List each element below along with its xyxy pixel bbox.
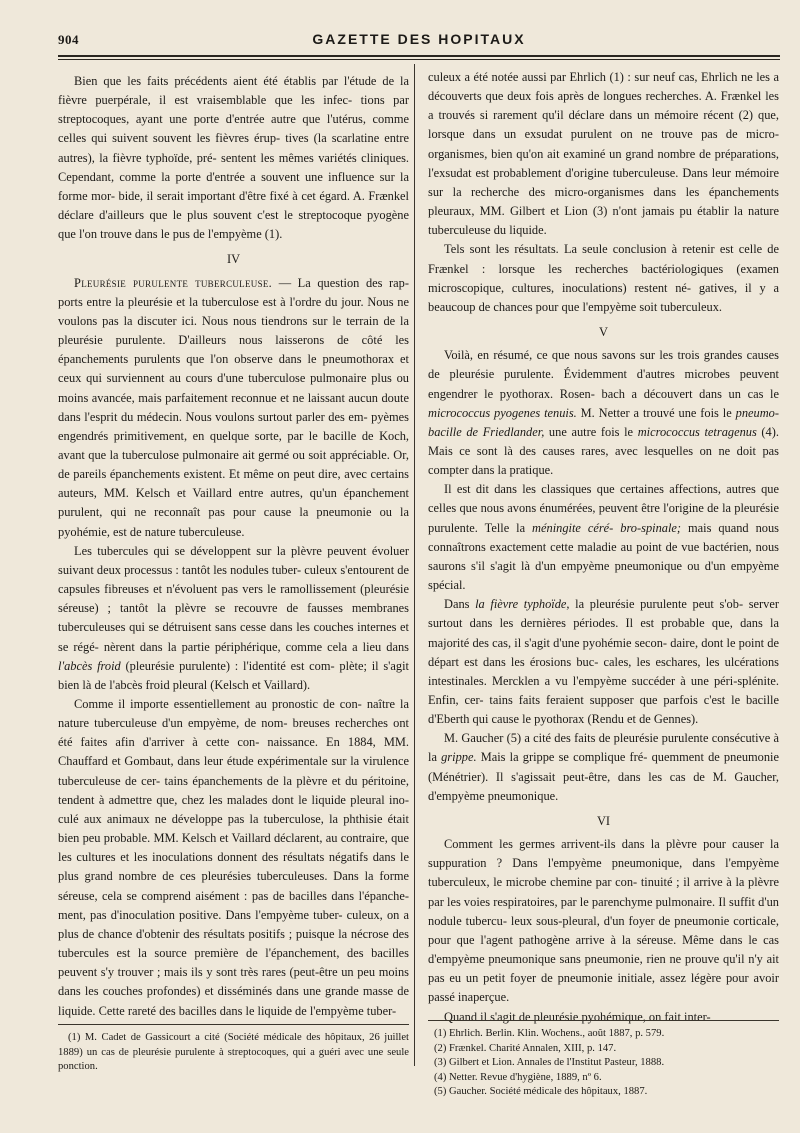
italic-term: la fièvre typhoïde, xyxy=(475,597,570,612)
journal-title: GAZETTE DES HOPITAUX xyxy=(312,31,526,47)
header-rule-thin xyxy=(58,59,780,60)
header-rule-thick xyxy=(58,55,780,57)
footnote: (1) M. Cadet de Gassicourt a cité (Société médicale des hôpitaux, 26 juillet 1889) un cas de pleurésie purulente à streptocoques, qui a guéri avec une seule ponction. xyxy=(58,1032,409,1072)
paragraph: Comment les germes arrivent-ils dans la plèvre pour causer la suppuration ? Dans l'empyème pneumonique, dans l'empyème tuberculeux, le microbe chemine par con- tinuité ; il arrive à la plèvre par les voies respiratoires, par le parenchyme pulmonaire. Il suffit d'un nodule tubercu- leux sous-pleural, d'un foyer de pneumonie corticale, pour que l'agent pathogène arrive à la séreuse. Même dans le cas d'empyème pneumonique sans pneumonie, rien ne prouve qu'il n'y ait pas eu un petit foyer de pneumonie initiale, assez légère pour avoir passé inaperçue. xyxy=(428,837,779,1005)
page-header xyxy=(58,28,780,52)
italic-term: micrococcus pyogenes tenuis. xyxy=(428,405,577,420)
paragraph: Comme il importe essentiellement au pronostic de con- naître la nature tuberculeuse d'un empyème, de nom- breuses recherches ont été faites afin d'arriver à cette con- naissance. En 1884, MM. Chauffard et Gombaut, dans leur étude expérimentale sur la virulence tuberculeuse de cer- tains épanchements de la plèvre et du péritoine, tendent à admettre que, chez les malades dont le liquide pleural ino- culé aux animaux ne développe pas la tuberculose, la phthisie était bien peu probable. MM. Kelsch et Vaillard déclarent, au contraire, que les cultures et les inoculations donnent des résultats négatifs dans le plus grand nombre de ces pleurésies tuberculeuses. Dans la forme séreuse, cela se comprend aisément : pas de bacilles dans l'épanche- ment, pas d'inoculation positive. Dans l'empyème tuber- culeux, on a plus de chance d'obtenir des résultats positifs ; puisque la nécrose des tubercules est la source première de l'épanchement, des bacilles peuvent s'y trouver ; mais ils y sont très rares (peut-être un peu moins dans les couches profondes) et disséminés dans une grande masse de liquide. Cette rareté des bacilles dans le liquide de l'empyème tuber- xyxy=(58,697,409,1018)
paragraph: Pleurésie purulente tuberculeuse. — La question des rap- ports entre la pleurésie et la tuberculose est à l'ordre du jour. Nous ne voulons pas la discuter ici. Nous nous tiendrons sur le terrain de la pleurésie purulente. D'ailleurs nous laisserons de côté les épanchements purulents que l'on observe dans le pneumothorax et ceux qui surviennent au cours d'une tuberculose pulmonaire plus ou moins avancée, mais parfaitement reconnue et ne laissant aucun doute dans l'esprit du médecin. Nous voulons surtout parler des em- pyèmes engendrés primitivement, en quelque sorte, par le bacille de Koch, avant que la tuberculose pulmonaire ait germé ou soit appréciable. Or, de pareils épanchements existent. Et même on peut dire, avec certains auteurs, MM. Kelsch et Vaillard entre autres, qu'un épanchement purulent, qui ne reconnaît pas pour cause la pneumonie ou la pyohémie, est de nature tuberculeuse. xyxy=(58,275,410,539)
italic-term: grippe. xyxy=(441,750,477,765)
left-column xyxy=(58,72,409,1021)
section-heading-vi: VI xyxy=(596,813,611,828)
footnote: (1) Ehrlich. Berlin. Klin. Wochens., août 1887, p. 579. xyxy=(434,1028,665,1039)
column-divider xyxy=(414,64,415,1066)
footnote-rule xyxy=(58,1024,409,1025)
section-heading-v: V xyxy=(599,325,608,340)
footnotes-right xyxy=(428,1020,779,1100)
page-number: 904 xyxy=(58,32,79,47)
paragraph: Tels sont les résultats. La seule conclusion à retenir est celle de Frænkel : lorsque les recherches bactériologiques (examen microscopique, cultures, inoculations) restent né- gatives, il y a beaucoup de chances pour que l'empyème soit tuberculeux. xyxy=(428,242,779,314)
paragraph: Quand il s'agit de pleurésie pyohémique, on fait inter- xyxy=(444,1009,711,1024)
section-lead: Pleurésie purulente tuberculeuse. xyxy=(74,275,273,290)
footnotes-left xyxy=(58,1024,409,1075)
footnote-rule xyxy=(428,1020,779,1021)
paragraph: M. Gaucher (5) a cité des faits de pleurésie purulente consécutive à la grippe. Mais la grippe se complique fré- quemment de pneumonie (Ménétrier). Il s'agissait peut-être, dans les cas de M. Gaucher, d'empyème pneumonique. xyxy=(428,731,779,803)
footnote: (4) Netter. Revue d'hygiène, 1889, nº 6. xyxy=(434,1071,602,1083)
section-heading-iv: IV xyxy=(226,252,241,267)
right-column xyxy=(428,68,779,1027)
paragraph: Voilà, en résumé, ce que nous savons sur les trois grandes causes de pleurésie purulente. Évidemment d'autres microbes peuvent engendrer le pyothorax. Rosen- bach a découvert dans un cas le micrococcus pyogenes tenuis. M. Netter a trouvé une fois le pneumo-bacille de Friedlander, une autre fois le micrococcus tetragenus (4). Mais ce sont là des causes rares, avec lesquelles on ne doit pas compter dans la pratique. xyxy=(428,348,779,478)
footnote: (5) Gaucher. Société médicale des hôpitaux, 1887. xyxy=(434,1086,648,1097)
italic-term: l'abcès froid xyxy=(58,658,121,673)
paragraph: Il est dit dans les classiques que certaines affections, autres que celles que nous avons énumérées, peuvent être l'origine de la pleurésie purulente. Telle la méningite céré- bro-spinale; mais quand nous connaîtrons exactement cette maladie au point de vue bactérien, nous saurons s'il s'agit là d'un empyème pneumonique ou d'un empyème spécial. xyxy=(428,482,779,593)
italic-term: méningite céré- bro-spinale; xyxy=(532,520,682,535)
paragraph: Bien que les faits précédents aient été établis par l'étude de la fièvre puerpérale, il est vraisemblable que les infec- tions par streptocoques, ayant une porte d'entrée autre que l'utérus, comme celles qui suivent souvent les fièvres érup- tives (la scarlatine entre autres), la fièvre typhoïde, pré- sentent les mêmes variétés cliniques. Cependant, comme la porte d'entrée a souvent une influence sur la forme mor- bide, il serait important d'être fixé à cet égard. A. Frænkel déclare d'ailleurs que le plus souvent c'est le streptocoque pyogène que l'on trouve dans le pus de l'empyème (1). xyxy=(58,74,409,242)
italic-term: pneumo-bacille de Friedlander, xyxy=(428,405,779,439)
footnote: (2) Frænkel. Charité Annalen, XIII, p. 147. xyxy=(434,1042,617,1054)
italic-term: micrococcus tetragenus xyxy=(637,424,757,439)
paragraph: culeux a été notée aussi par Ehrlich (1) : sur neuf cas, Ehrlich ne les a découverts que deux fois après de longues recherches. A. Frænkel les a trouvés si rarement qu'il déclare dans un mémoire récent (2) que, lorsque dans un exsudat purulent on ne trouve pas de micro-organismes, bien qu'on ait examiné un grand nombre de préparations, l'exsudat est probablement d'origine tuberculeuse. Dans leur mémoire sur la recherche des micro-organismes dans les épanchements pleuraux, MM. Gilbert et Lion (3) n'ont jamais pu établir la nature tuberculeuse du liquide. xyxy=(428,70,779,238)
paragraph: Les tubercules qui se développent sur la plèvre peuvent évoluer suivant deux processus : tantôt les nodules tuber- culeux s'entourent de capsules fibreuses et n'évoluent pas vers le ramollissement (pleurésie séreuse) ; tantôt la plèvre se recouvre de fausses membranes tuberculeuses qui se détruisent sans cesse dans les couches internes et se régé- nèrent dans la partie périphérique, comme cela a lieu dans l'abcès froid (pleurésie purulente) : l'identité est com- plète; il s'agit bien là de l'abcès froid pleural (Kelsch et Vaillard). xyxy=(58,543,409,692)
paragraph: Dans la fièvre typhoïde, la pleurésie purulente peut s'ob- server surtout dans les dernières périodes. Il est probable que, dans la majorité des cas, il s'agit d'une pyohémie secon- daire, dont le point de départ est dans les érosions buc- cales, les eschares, les ulcérations intestinales. Mercklen a vu l'empyème succéder à une péri-splénite. Enfin, cer- tains faits feraient supposer que parfois c'est le bacille d'Eberth qui cause le pyothorax (Rendu et de Gennes). xyxy=(428,597,779,727)
footnote: (3) Gilbert et Lion. Annales de l'Institut Pasteur, 1888. xyxy=(434,1057,665,1068)
